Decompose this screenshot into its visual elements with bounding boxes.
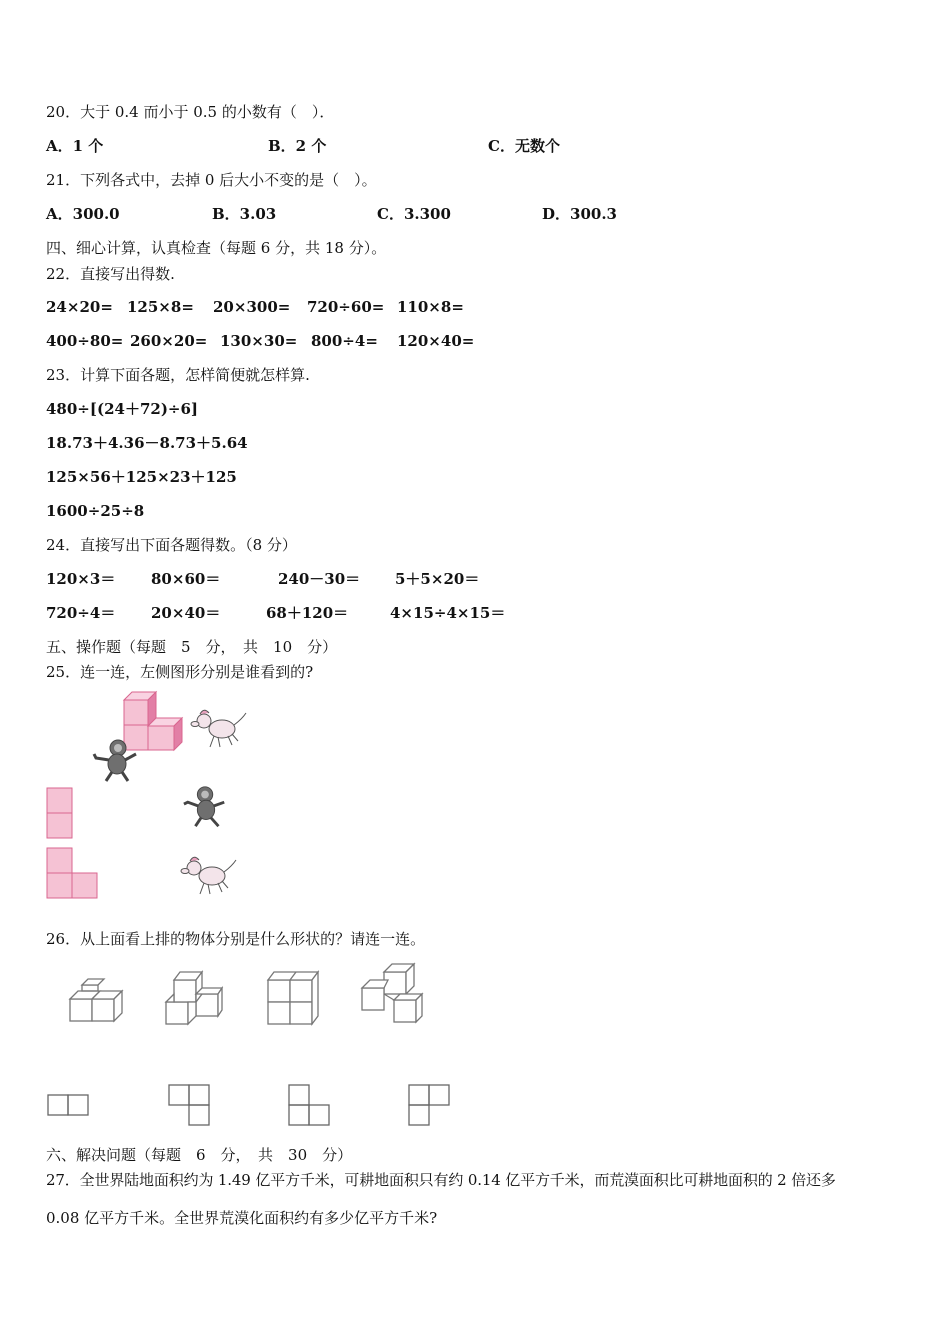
q20-option-b: B．2 个 [268,137,327,155]
cube-stack-icon [358,960,424,1026]
cube-stack-icon [264,968,324,1028]
q24-r1-item: 240－30＝ [278,570,361,588]
section-6-heading: 六、解决问题（每题 6 分， 共 30 分） [46,1146,353,1164]
q22-r2-item: 400÷80= [46,332,124,350]
q21-option-c: C．3.300 [377,205,451,223]
q24-r2-item: 720÷4＝ [46,604,116,622]
q24-r1-item: 80×60＝ [151,570,221,588]
q24-r2-item: 4×15÷4×15＝ [390,604,506,622]
q23-item: 480÷[(24＋72)÷6] [46,400,199,418]
q22-r1-item: 110×8= [397,298,464,316]
q20-stem: 20．大于 0.4 而小于 0.5 的小数有（ ）． [46,103,335,121]
dog-icon [180,852,240,897]
q24-r1-item: 5＋5×20＝ [395,570,480,588]
square-outline-icon [406,1084,452,1128]
q27-line-1: 27．全世界陆地面积约为 1.49 亿平方千米，可耕地面积只有约 0.14 亿平方千米，而荒漠面积比可耕地面积的 2 倍还多 [46,1171,836,1189]
q22-r2-item: 120×40= [397,332,475,350]
q22-r1-item: 720÷60= [307,298,385,316]
monkey-icon [92,738,142,783]
q27-line-2: 0.08 亿平方千米。全世界荒漠化面积约有多少亿平方千米? [46,1209,438,1227]
q21-option-b: B．3.03 [212,205,277,223]
q26-stem: 26．从上面看上排的物体分别是什么形状的？请连一连。 [46,930,426,948]
q22-r2-item: 800÷4= [311,332,378,350]
q20-option-c: C．无数个 [488,137,560,155]
view-shape-vertical [46,787,74,839]
square-outline-icon [47,1094,91,1118]
dog-icon [190,705,250,750]
q24-r2-item: 68＋120＝ [266,604,349,622]
q22-r1-item: 20×300= [213,298,291,316]
q22-r1-item: 24×20= [46,298,113,316]
q23-item: 18.73＋4.36－8.73＋5.64 [46,434,248,452]
q24-stem: 24．直接写出下面各题得数。（8 分） [46,536,297,554]
q21-stem: 21．下列各式中，去掉 0 后大小不变的是（ ）。 [46,171,377,189]
q23-item: 125×56＋125×23＋125 [46,468,237,486]
section-4-heading: 四、细心计算，认真检查（每题 6 分，共 18 分）。 [46,239,387,257]
q24-r1-item: 120×3＝ [46,570,116,588]
cube-stack-icon [68,975,124,1025]
q21-option-d: D．300.3 [542,205,617,223]
monkey-icon [182,784,230,829]
q24-r2-item: 20×40＝ [151,604,221,622]
q22-stem: 22．直接写出得数. [46,265,175,283]
q25-stem: 25．连一连，左侧图形分别是谁看到的? [46,663,314,681]
q23-stem: 23．计算下面各题，怎样简便就怎样算. [46,366,310,384]
cube-stack-icon [162,966,224,1028]
square-outline-icon [166,1084,212,1128]
q20-option-a: A．1 个 [46,137,104,155]
view-shape-l [46,847,100,899]
q21-option-a: A．300.0 [46,205,120,223]
q22-r1-item: 125×8= [127,298,194,316]
section-5-heading: 五、操作题（每题 5 分， 共 10 分） [46,638,338,656]
q22-r2-item: 130×30= [220,332,298,350]
q22-r2-item: 260×20= [130,332,208,350]
square-outline-icon [286,1084,332,1128]
q23-item: 1600÷25÷8 [46,502,145,520]
